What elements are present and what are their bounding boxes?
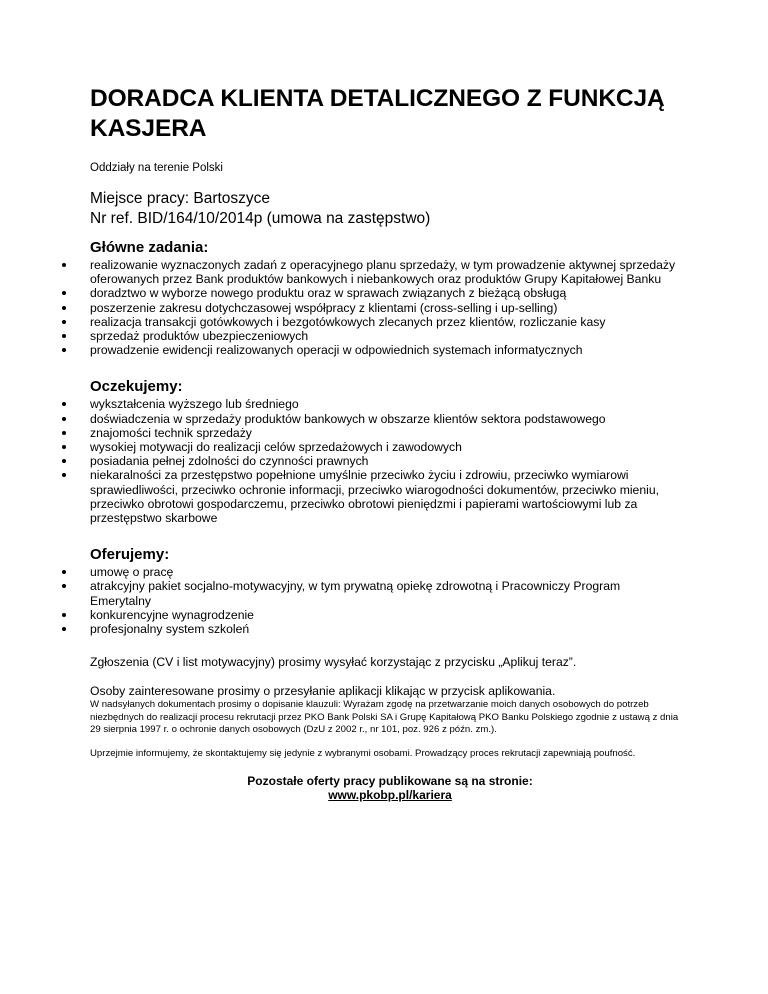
list-item-text: niekaralności za przestępstwo popełnione umyślnie przeciwko życiu i zdrowiu, przeciwko wymiarowi sprawiedliwości, przeciwko ochronie informacji, przeciwko wiarogodności dokumentów, przeciwko mieniu, przeciwko obrotowi gospodarczemu, przeciwko obrotowi pieniędzmi i papierami wartościowymi lub za przestępstwo skarbowe xyxy=(90,468,659,526)
bullet-icon xyxy=(62,584,66,588)
list-item xyxy=(90,565,690,579)
list-item-text: doradztwo w wyborze nowego produktu oraz w sprawach związanych z bieżącą obsługą xyxy=(90,286,567,301)
bullet-icon xyxy=(62,570,66,574)
bullet-icon xyxy=(62,473,66,477)
list-item-text: poszerzenie zakresu dotychczasowej współpracy z klientami (cross-selling i up-selling) xyxy=(90,300,558,315)
bullet-icon xyxy=(62,348,66,352)
offer-list xyxy=(90,565,690,636)
list-item xyxy=(90,412,690,426)
list-item xyxy=(90,622,690,636)
list-item-text: doświadczenia w sprzedaży produktów bankowych w obszarze klientów sektora podstawowego xyxy=(90,411,606,426)
list-item-text: profesjonalny system szkoleń xyxy=(90,622,250,637)
branches-subtitle: Oddziały na terenie Polski xyxy=(90,162,223,174)
contact-notice: Uprzejmie informujemy, że skontaktujemy się jedynie z wybranymi osobami. Prowadzący proces rekrutacji zapewniają poufność. xyxy=(90,747,636,759)
tasks-heading: Główne zadania: xyxy=(90,239,209,256)
list-item xyxy=(90,301,690,315)
list-item xyxy=(90,454,690,468)
reference-number: Nr ref. BID/164/10/2014p (umowa na zastępstwo) xyxy=(90,210,431,227)
job-offer-document xyxy=(90,84,690,802)
careers-link[interactable]: www.pkobp.pl/kariera xyxy=(328,788,452,803)
bullet-icon xyxy=(62,320,66,324)
bullet-icon xyxy=(62,263,66,267)
application-request: Osoby zainteresowane prosimy o przesyłanie aplikacji klikając w przycisk aplikowania. xyxy=(90,683,556,698)
offer-heading: Oferujemy: xyxy=(90,546,170,564)
list-item-text: umowę o pracę xyxy=(90,565,174,580)
list-item-text: sprzedaż produktów ubezpieczeniowych xyxy=(90,329,309,344)
consent-clause: W nadsyłanych dokumentach prosimy o dopisanie klauzuli: Wyrażam zgodę na przetwarzanie moich danych osobowych do potrzeb niezbędnych do realizacji procesu rekrutacji przez PKO Bank Polski SA i Grupę Kapitałową PKO Banku Polskiego zgodnie z ustawą z dnia 29 sierpnia 1997 r. o ochronie danych osobowych (DzU z 2002 r., nr 101, poz. 926 z późn. zm.). xyxy=(90,699,679,736)
list-item-text: posiadania pełnej zdolności do czynności prawnych xyxy=(90,454,369,469)
bullet-icon xyxy=(62,417,66,421)
bullet-icon xyxy=(62,291,66,295)
list-item-text: znajomości technik sprzedaży xyxy=(90,425,252,440)
expectations-list xyxy=(90,397,690,525)
list-item-text: atrakcyjny pakiet socjalno-motywacyjny, w tym prywatną opiekę zdrowotną i Pracowniczy Program Emerytalny xyxy=(90,579,621,608)
list-item-text: wykształcenia wyższego lub średniego xyxy=(90,397,299,412)
list-item xyxy=(90,426,690,440)
job-title: DORADCA KLIENTA DETALICZNEGO Z FUNKCJĄ KASJERA xyxy=(90,85,665,142)
submission-instructions: Zgłoszenia (CV i list motywacyjny) prosimy wysyłać korzystając z przycisku „Aplikuj teraz”. xyxy=(90,655,577,670)
list-item xyxy=(90,258,690,286)
footer-text: Pozostałe oferty pracy publikowane są na stronie: xyxy=(247,774,533,789)
bullet-icon xyxy=(62,459,66,463)
list-item xyxy=(90,440,690,454)
list-item xyxy=(90,329,690,343)
list-item-text: konkurencyjne wynagrodzenie xyxy=(90,607,254,622)
bullet-icon xyxy=(62,445,66,449)
bullet-icon xyxy=(62,613,66,617)
list-item-text: realizacja transakcji gotówkowych i bezgotówkowych zlecanych przez klientów, rozliczanie kasy xyxy=(90,314,606,329)
list-item xyxy=(90,343,690,357)
list-item-text: wysokiej motywacji do realizacji celów sprzedażowych i zawodowych xyxy=(90,440,462,455)
list-item xyxy=(90,579,690,607)
footer xyxy=(90,774,690,802)
bullet-icon xyxy=(62,402,66,406)
list-item xyxy=(90,468,690,525)
list-item xyxy=(90,286,690,300)
list-item-text: realizowanie wyznaczonych zadań z operacyjnego planu sprzedaży, w tym prowadzenie aktywnej sprzedaży oferowanych przez Bank produktów bankowych i niebankowych oraz produktów Grupy Kapitałowej Banku xyxy=(90,258,676,287)
bullet-icon xyxy=(62,306,66,310)
bullet-icon xyxy=(62,431,66,435)
list-item xyxy=(90,315,690,329)
work-location: Miejsce pracy: Bartoszyce xyxy=(90,190,271,207)
list-item-text: prowadzenie ewidencji realizowanych operacji w odpowiednich systemach informatycznych xyxy=(90,343,583,358)
bullet-icon xyxy=(62,334,66,338)
expectations-heading: Oczekujemy: xyxy=(90,378,183,396)
bullet-icon xyxy=(62,627,66,631)
list-item xyxy=(90,608,690,622)
list-item xyxy=(90,397,690,411)
tasks-list xyxy=(90,258,690,357)
